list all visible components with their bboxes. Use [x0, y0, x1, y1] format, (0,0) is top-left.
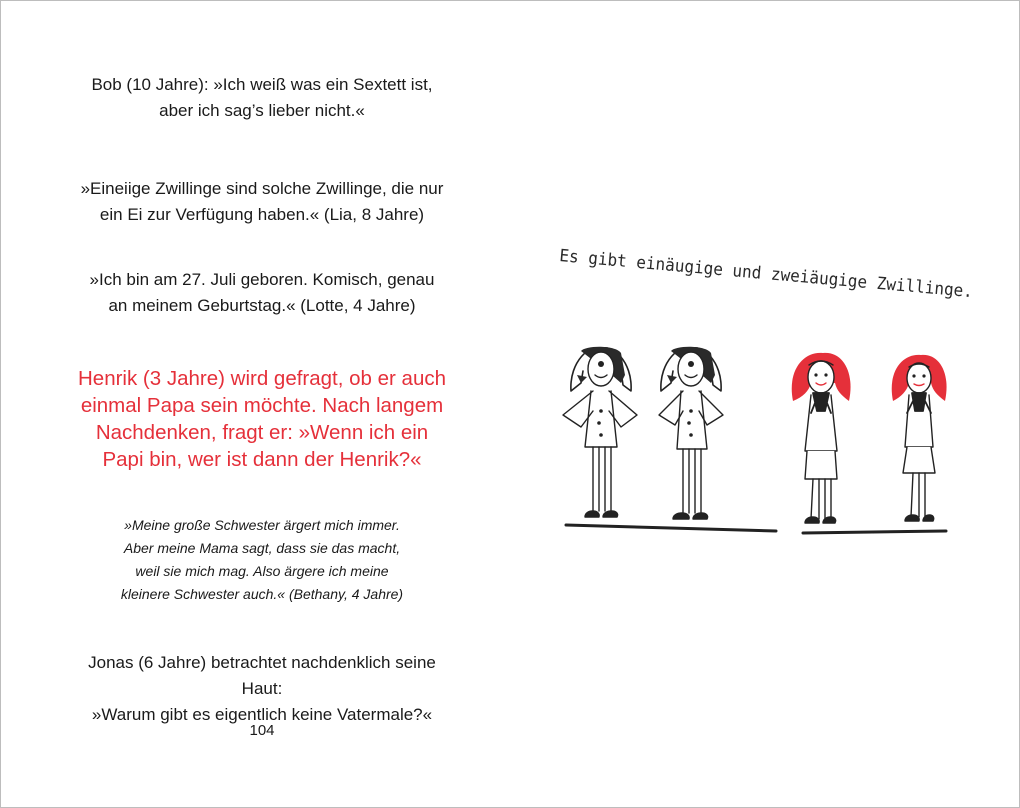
quote-line: aber ich sag’s lieber nicht.«	[159, 101, 365, 120]
ground-line-left	[566, 525, 776, 531]
quote-line: Nachdenken, fragt er: »Wenn ich ein	[95, 421, 429, 444]
quote-jonas	[71, 650, 453, 728]
page-number: 104	[249, 722, 275, 739]
left-page	[71, 1, 453, 807]
quote-line: Aber meine Mama sagt, dass sie das macht,	[123, 540, 401, 556]
ground-line-right	[803, 531, 946, 533]
quote-line: einmal Papa sein möchte. Nach langem	[80, 394, 444, 417]
twin-two-eyed-right	[892, 355, 947, 521]
quote-lia	[71, 176, 453, 228]
twins-drawing	[541, 331, 1001, 551]
quote-bob	[71, 72, 453, 124]
quote-line: ein Ei zur Verfügung haben.« (Lia, 8 Jahre)	[99, 205, 425, 224]
drawing-caption	[558, 231, 999, 311]
quote-line: »Warum gibt es eigentlich keine Vatermale?«	[91, 705, 433, 724]
handwritten-caption: Es gibt einäugige und zweiäugige Zwillinge.	[558, 246, 999, 305]
twin-one-eyed-right	[659, 347, 723, 519]
quote-line: weil sie mich mag. Also ärgere ich meine	[135, 563, 389, 579]
quote-lotte	[71, 267, 453, 319]
quote-henrik-highlight	[71, 365, 453, 473]
quote-line: Papi bin, wer ist dann der Henrik?«	[102, 448, 422, 471]
quote-line: an meinem Geburtstag.« (Lotte, 4 Jahre)	[108, 296, 416, 315]
quote-bethany	[71, 514, 453, 606]
handwritten-caption-svg	[558, 231, 999, 311]
twin-one-eyed-left	[563, 347, 637, 517]
twins-drawing-svg	[541, 331, 1001, 551]
quote-line: kleinere Schwester auch.« (Bethany, 4 Jahre)	[120, 586, 404, 602]
quote-line: »Eineiige Zwillinge sind solche Zwillinge, die nur	[80, 179, 444, 198]
quote-line: »Meine große Schwester ärgert mich immer.	[124, 517, 400, 533]
quote-line: Bob (10 Jahre): »Ich weiß was ein Sextett ist,	[91, 75, 433, 94]
quote-line: Jonas (6 Jahre) betrachtet nachdenklich seine Haut:	[88, 653, 436, 698]
twin-two-eyed-left	[792, 353, 851, 523]
quote-line: Henrik (3 Jahre) wird gefragt, ob er auch	[77, 367, 447, 390]
quote-line: »Ich bin am 27. Juli geboren. Komisch, genau	[89, 270, 435, 289]
